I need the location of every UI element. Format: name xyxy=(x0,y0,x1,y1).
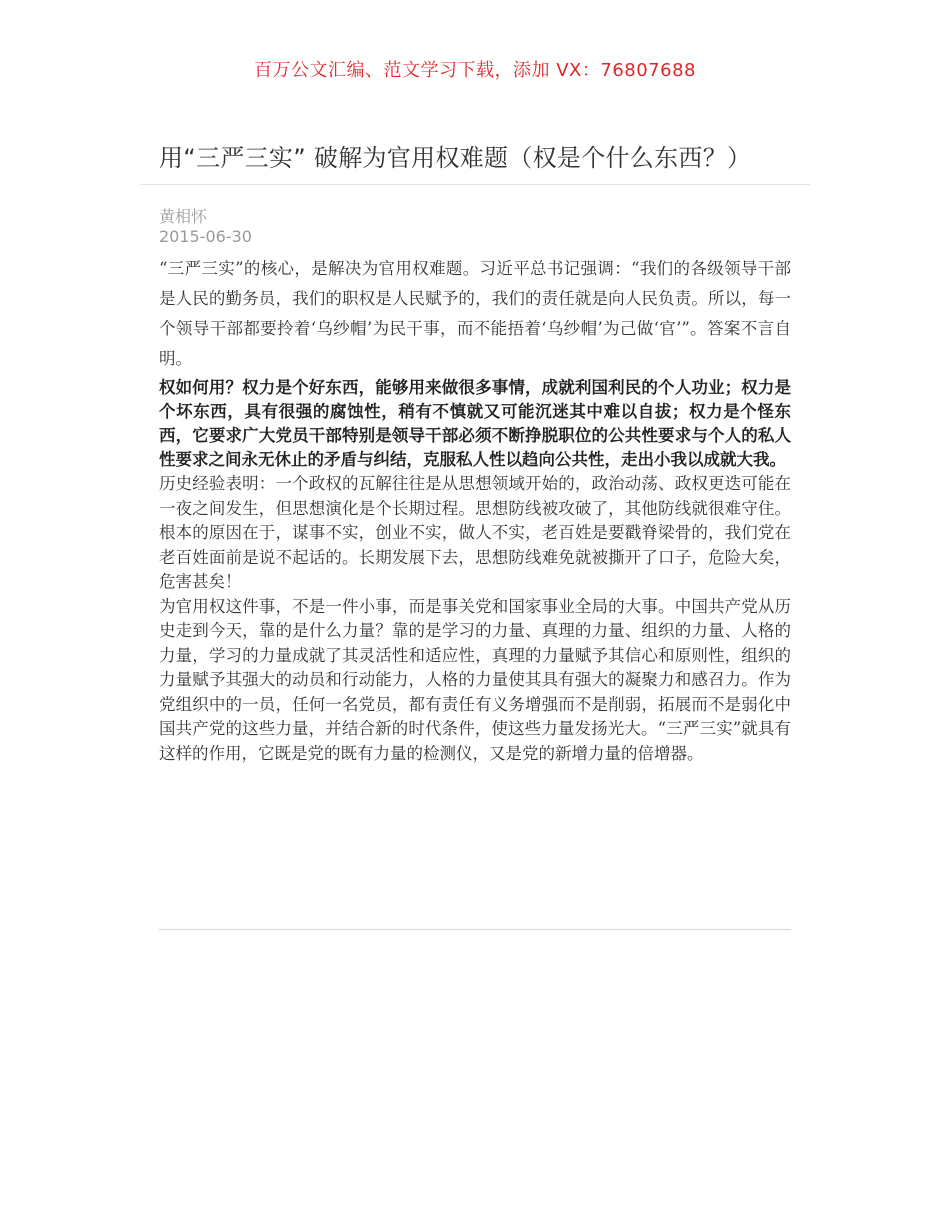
paragraph-history: 历史经验表明：一个政权的瓦解往往是从思想领域开始的，政治动荡、政权更迭可能在一夜之间发生，但思想演化是个长期过程。思想防线被攻破了，其他防线就很难守住。根本的原因在于，谋事不实，创业不实，做人不实，老百姓是要戳脊梁骨的，我们党在老百姓面前是说不起话的。长期发展下去，思想防线难免就被撕开了口子，危险大矣，危害甚矣！ xyxy=(159,474,791,591)
paragraph-strength: 为官用权这件事，不是一件小事，而是事关党和国家事业全局的大事。中国共产党从历史走到今天，靠的是什么力量？靠的是学习的力量、真理的力量、组织的力量、人格的力量，学习的力量成就了其灵活性和适应性，真理的力量赋予其信心和原则性，组织的力量赋予其强大的动员和行动能力，人格的力量使其具有强大的凝聚力和感召力。作为党组织中的一员，任何一名党员，都有责任有义务增强而不是削弱，拓展而不是弱化中国共产党的这些力量，并结合新的时代条件，使这些力量发扬光大。“三严三实”就具有这样的作用，它既是党的既有力量的检测仪，又是党的新增力量的倍增器。 xyxy=(159,596,791,763)
paragraph-power-bold: 权如何用？权力是个好东西，能够用来做很多事情，成就利国利民的个人功业；权力是个坏东西，具有很强的腐蚀性，稍有不慎就又可能沉迷其中难以自拔；权力是个怪东西，它要求广大党员干部特别是领导干部必须不断挣脱职位的公共性要求与个人的私人性要求之间永无休止的矛盾与纠结，克服私人性以趋向公共性，走出小我以成就大我。 xyxy=(159,378,791,469)
title-divider xyxy=(140,184,810,185)
promo-banner: 百万公文汇编、范文学习下载，添加 VX：76807688 xyxy=(254,60,696,81)
article-author: 黄相怀 xyxy=(159,207,208,226)
article-title: 用“三严三实” 破解为官用权难题（权是个什么东西？） xyxy=(159,144,752,172)
article-body xyxy=(159,254,791,766)
paragraph-intro: “三严三实”的核心，是解决为官用权难题。习近平总书记强调：“我们的各级领导干部是人民的勤务员，我们的职权是人民赋予的，我们的责任就是向人民负责。所以，每一个领导干部都要拎着‘乌纱帽’为民干事，而不能捂着‘乌纱帽’为己做‘官’”。答案不言自明。 xyxy=(159,259,791,368)
article-date: 2015-06-30 xyxy=(159,227,252,246)
bottom-divider xyxy=(159,929,791,930)
